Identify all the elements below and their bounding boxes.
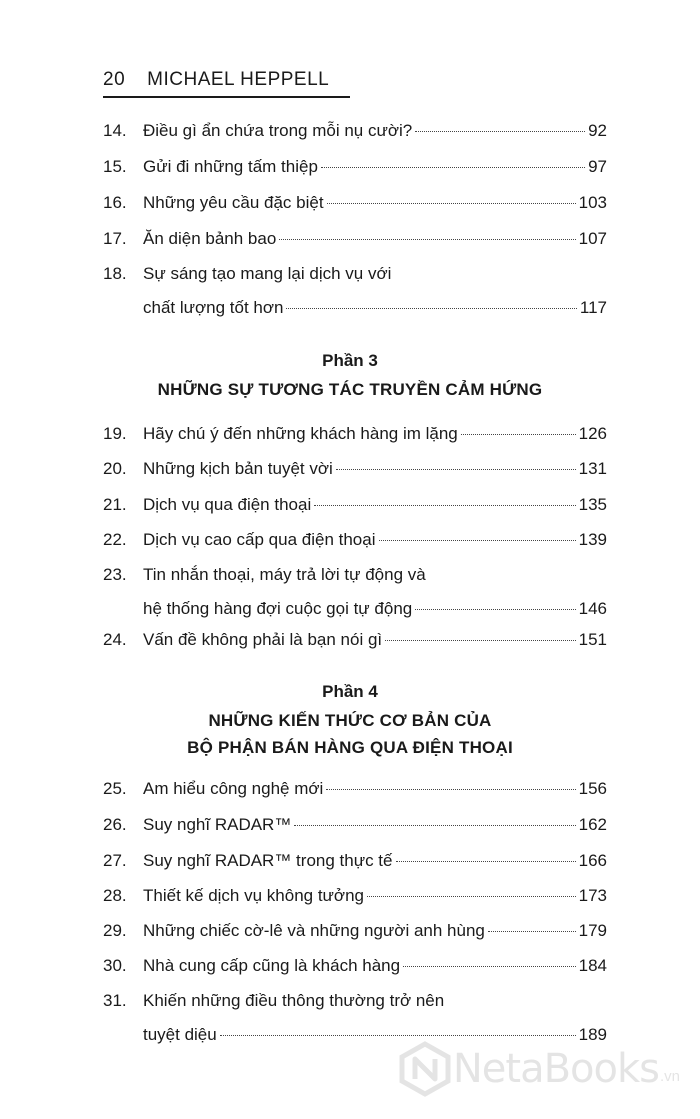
dot-leader — [286, 308, 576, 309]
toc-entry — [103, 808, 607, 842]
entry-page: 179 — [578, 921, 607, 940]
dot-leader — [327, 203, 576, 204]
toc-entry — [103, 417, 607, 451]
entry-number: 26. — [103, 815, 127, 834]
entry-number: 29. — [103, 921, 127, 940]
entry-number: 30. — [103, 956, 127, 975]
entry-title: Những chiếc cờ-lê và những người anh hùng — [143, 921, 485, 940]
entry-number: 19. — [103, 424, 127, 443]
toc-entry — [103, 914, 607, 948]
toc-entry — [103, 452, 607, 486]
entry-title-line2: tuyệt diệu — [143, 1025, 217, 1044]
entry-number: 20. — [103, 459, 127, 478]
entry-number: 22. — [103, 530, 127, 549]
toc-entry — [103, 844, 607, 878]
entry-number: 15. — [103, 157, 127, 176]
entry-title: Những yêu cầu đặc biệt — [143, 193, 324, 212]
entry-title: Nhà cung cấp cũng là khách hàng — [143, 956, 401, 975]
entry-title: Hãy chú ý đến những khách hàng im lặng — [143, 424, 458, 443]
dot-leader — [403, 966, 576, 967]
entry-number: 18. — [103, 264, 127, 283]
toc-entry — [103, 150, 607, 184]
entry-page: 107 — [578, 229, 607, 248]
entry-page: 92 — [588, 121, 607, 140]
part-title-line2: BỘ PHẬN BÁN HÀNG QUA ĐIỆN THOẠI — [187, 738, 513, 757]
part-label: Phần 3 — [322, 351, 378, 370]
toc-entry — [103, 623, 607, 657]
entry-title: Dịch vụ cao cấp qua điện thoại — [143, 530, 376, 549]
entry-title-line2: hệ thống hàng đợi cuộc gọi tự động — [143, 599, 413, 618]
toc-entry — [103, 488, 607, 522]
entry-page: 146 — [578, 599, 607, 618]
entry-title: Điều gì ẩn chứa trong mỗi nụ cười? — [143, 121, 413, 140]
entry-page: 103 — [578, 193, 607, 212]
toc-entry — [103, 558, 607, 626]
entry-number: 21. — [103, 495, 127, 514]
toc-entry — [103, 949, 607, 983]
dot-leader — [415, 131, 585, 132]
dot-leader — [367, 896, 576, 897]
entry-page: 184 — [578, 956, 607, 975]
entry-title: Thiết kế dịch vụ không tưởng — [143, 886, 364, 905]
dot-leader — [461, 434, 576, 435]
entry-page: 173 — [578, 886, 607, 905]
netabooks-logo-icon — [397, 1041, 453, 1097]
entry-title-line1: Sự sáng tạo mang lại dịch vụ với — [143, 264, 392, 283]
toc-entry — [103, 257, 607, 325]
part-label: Phần 4 — [322, 682, 378, 701]
entry-number: 24. — [103, 630, 127, 649]
watermark-suffix: .vn — [659, 1067, 680, 1085]
toc-entry — [103, 186, 607, 220]
entry-title: Suy nghĩ RADAR™ — [143, 815, 292, 834]
entry-page: 135 — [578, 495, 607, 514]
entry-page: 131 — [578, 459, 607, 478]
author-name: MICHAEL HEPPELL — [147, 69, 330, 90]
toc-entry — [103, 222, 607, 256]
entry-number: 14. — [103, 121, 127, 140]
entry-number: 31. — [103, 991, 127, 1010]
dot-leader — [379, 540, 576, 541]
dot-leader — [279, 239, 575, 240]
entry-page: 97 — [588, 157, 607, 176]
entry-page: 117 — [579, 298, 607, 317]
entry-title: Dịch vụ qua điện thoại — [143, 495, 312, 514]
entry-title: Vấn đề không phải là bạn nói gì — [143, 630, 383, 649]
toc-entry — [103, 523, 607, 557]
entry-page: 156 — [578, 779, 607, 798]
dot-leader — [385, 640, 575, 641]
page-number: 20 — [103, 69, 126, 90]
part-title: NHỮNG SỰ TƯƠNG TÁC TRUYỀN CẢM HỨNG — [157, 380, 543, 399]
entry-number: 28. — [103, 886, 127, 905]
entry-number: 17. — [103, 229, 127, 248]
entry-title-line2: chất lượng tốt hơn — [143, 298, 284, 317]
dot-leader — [336, 469, 576, 470]
dot-leader — [321, 167, 585, 168]
dot-leader — [314, 505, 575, 506]
watermark — [397, 1041, 680, 1097]
dot-leader — [220, 1035, 576, 1036]
entry-title: Gửi đi những tấm thiệp — [143, 157, 318, 176]
dot-leader — [396, 861, 576, 862]
running-header — [103, 64, 350, 98]
entry-page: 166 — [578, 851, 607, 870]
dot-leader — [488, 931, 576, 932]
entry-title-line1: Tin nhắn thoại, máy trả lời tự động và — [143, 565, 426, 584]
part-heading — [0, 346, 700, 403]
entry-title-line1: Khiến những điều thông thường trở nên — [143, 991, 445, 1010]
entry-page: 162 — [578, 815, 607, 834]
part-title-line1: NHỮNG KIẾN THỨC CƠ BẢN CỦA — [208, 711, 492, 730]
entry-title: Suy nghĩ RADAR™ trong thực tế — [143, 851, 393, 870]
entry-number: 23. — [103, 565, 127, 584]
entry-page: 139 — [578, 530, 607, 549]
part-heading — [0, 677, 700, 761]
entry-number: 27. — [103, 851, 127, 870]
watermark-brand: NetaBooks — [452, 1046, 659, 1092]
toc-entry — [103, 772, 607, 806]
entry-title: Am hiểu công nghệ mới — [143, 779, 324, 798]
entry-page: 126 — [578, 424, 607, 443]
entry-number: 25. — [103, 779, 127, 798]
dot-leader — [415, 609, 575, 610]
toc-entry — [103, 879, 607, 913]
dot-leader — [294, 825, 575, 826]
entry-title: Những kịch bản tuyệt vời — [143, 459, 333, 478]
entry-page: 151 — [578, 630, 607, 649]
entry-title: Ăn diện bảnh bao — [143, 229, 277, 248]
entry-number: 16. — [103, 193, 127, 212]
entry-page: 189 — [578, 1025, 607, 1044]
dot-leader — [326, 789, 575, 790]
toc-entry — [103, 114, 607, 148]
